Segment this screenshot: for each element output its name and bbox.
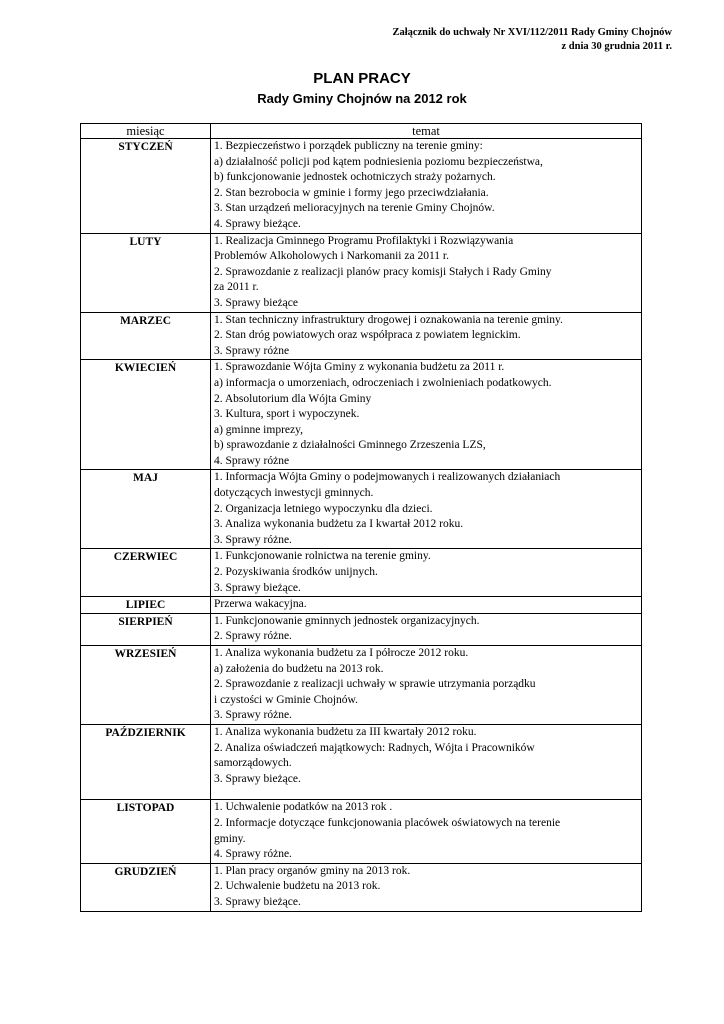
topic-line: 3. Sprawy różne. xyxy=(214,709,292,722)
topic-cell xyxy=(211,724,642,799)
month-cell: MARZEC xyxy=(81,312,211,360)
topic-cell xyxy=(211,139,642,234)
annex-line-2: z dnia 30 grudnia 2011 r. xyxy=(561,41,672,52)
annex-note xyxy=(392,26,672,54)
topic-line: 1. Plan pracy organów gminy na 2013 rok. xyxy=(214,864,411,877)
topic-line: 2. Sprawozdanie z realizacji planów pracy komisji Stałych i Rady Gminy xyxy=(214,265,552,278)
topic-line: 4. Sprawy różne xyxy=(214,454,290,467)
topic-line: 3. Sprawy bieżące. xyxy=(214,772,301,785)
topic-cell xyxy=(211,597,642,614)
topic-line: 2. Analiza oświadczeń majątkowych: Radnych, Wójta i Pracowników xyxy=(214,741,535,754)
topic-line: 1. Realizacja Gminnego Programu Profilaktyki i Rozwiązywania xyxy=(214,234,514,247)
topic-cell xyxy=(211,312,642,360)
topic-line: 1. Informacja Wójta Gminy o podejmowanych i realizowanych działaniach xyxy=(214,471,561,484)
month-cell: KWIECIEŃ xyxy=(81,360,211,470)
topic-line: dotyczących inwestycji gminnych. xyxy=(214,487,374,500)
topic-cell xyxy=(211,470,642,549)
topic-line: 4. Sprawy różne. xyxy=(214,848,292,861)
topic-line: 1. Uchwalenie podatków na 2013 rok . xyxy=(214,801,393,814)
table-row xyxy=(81,597,642,614)
topic-cell xyxy=(211,233,642,312)
topic-line: 2. Pozyskiwania środków unijnych. xyxy=(214,566,378,579)
topic-cell xyxy=(211,549,642,597)
work-plan-table xyxy=(80,123,642,912)
topic-line: 4. Sprawy bieżące. xyxy=(214,217,301,230)
topic-line: 1. Funkcjonowanie rolnictwa na terenie gminy. xyxy=(214,550,431,563)
topic-cell xyxy=(211,800,642,863)
topic-line: za 2011 r. xyxy=(214,281,259,294)
table-row xyxy=(81,613,642,645)
topic-line: 2. Sprawy różne. xyxy=(214,630,292,643)
topic-line: gminy. xyxy=(214,832,246,845)
topic-line: samorządowych. xyxy=(214,757,292,770)
topic-line: 3. Sprawy różne xyxy=(214,344,290,357)
table-header-row xyxy=(81,124,642,139)
topic-line: 2. Uchwalenie budżetu na 2013 rok. xyxy=(214,880,381,893)
topic-line: 3. Sprawy bieżące. xyxy=(214,581,301,594)
topic-line: Przerwa wakacyjna. xyxy=(214,598,307,611)
topic-line: 1. Analiza wykonania budżetu za III kwartały 2012 roku. xyxy=(214,725,477,738)
month-cell: SIERPIEŃ xyxy=(81,613,211,645)
month-cell: PAŹDZIERNIK xyxy=(81,724,211,799)
month-cell: GRUDZIEŃ xyxy=(81,863,211,911)
topic-cell xyxy=(211,863,642,911)
topic-line: a) gminne imprezy, xyxy=(214,423,303,436)
annex-line-1: Załącznik do uchwały Nr XVI/112/2011 Rady Gminy Chojnów xyxy=(392,27,672,38)
topic-cell xyxy=(211,360,642,470)
table-row xyxy=(81,800,642,863)
topic-line: Problemów Alkoholowych i Narkomanii za 2011 r. xyxy=(214,250,449,263)
topic-line: 1. Bezpieczeństwo i porządek publiczny na terenie gminy: xyxy=(214,140,483,152)
topic-line: 2. Stan bezrobocia w gminie i formy jego przeciwdziałania. xyxy=(214,186,489,199)
topic-line: 2. Organizacja letniego wypoczynku dla dzieci. xyxy=(214,502,433,515)
month-cell: STYCZEŃ xyxy=(81,139,211,234)
topic-line: b) funkcjonowanie jednostek ochotniczych straży pożarnych. xyxy=(214,171,496,184)
topic-line: a) informacja o umorzeniach, odroczeniach i zwolnieniach podatkowych. xyxy=(214,376,552,389)
topic-cell xyxy=(211,646,642,725)
table-row xyxy=(81,233,642,312)
topic-line: 3. Kultura, sport i wypoczynek. xyxy=(214,408,360,421)
month-cell: WRZESIEŃ xyxy=(81,646,211,725)
topic-line: 2. Stan dróg powiatowych oraz współpraca z powiatem legnickim. xyxy=(214,329,521,342)
table-row xyxy=(81,139,642,234)
table-row xyxy=(81,863,642,911)
topic-line: 1. Analiza wykonania budżetu za I półrocze 2012 roku. xyxy=(214,647,469,659)
month-cell: LUTY xyxy=(81,233,211,312)
table-row xyxy=(81,470,642,549)
topic-line: 3. Analiza wykonania budżetu za I kwartał 2012 roku. xyxy=(214,518,464,531)
page-title: PLAN PRACY xyxy=(313,70,411,87)
month-cell: CZERWIEC xyxy=(81,549,211,597)
topic-line: a) założenia do budżetu na 2013 rok. xyxy=(214,662,384,675)
column-header-topic: temat xyxy=(211,124,642,139)
month-cell: MAJ xyxy=(81,470,211,549)
topic-line: 3. Sprawy bieżące. xyxy=(214,895,301,908)
month-cell: LISTOPAD xyxy=(81,800,211,863)
topic-line: i czystości w Gminie Chojnów. xyxy=(214,693,358,706)
topic-line: 3. Sprawy różne. xyxy=(214,533,292,546)
topic-line: 1. Sprawozdanie Wójta Gminy z wykonania budżetu za 2011 r. xyxy=(214,361,505,374)
topic-line: b) sprawozdanie z działalności Gminnego Zrzeszenia LZS, xyxy=(214,439,486,452)
topic-line: 2. Sprawozdanie z realizacji uchwały w sprawie utrzymania porządku xyxy=(214,678,536,691)
topic-line: 1. Funkcjonowanie gminnych jednostek organizacyjnych. xyxy=(214,614,480,627)
topic-line: 2. Informacje dotyczące funkcjonowania placówek oświatowych na terenie xyxy=(214,816,561,829)
page-subtitle: Rady Gminy Chojnów na 2012 rok xyxy=(257,91,467,106)
table-row xyxy=(81,549,642,597)
month-cell: LIPIEC xyxy=(81,597,211,614)
table-row xyxy=(81,360,642,470)
table-row xyxy=(81,312,642,360)
topic-line: 3. Stan urządzeń melioracyjnych na terenie Gminy Chojnów. xyxy=(214,202,495,215)
table-row xyxy=(81,724,642,799)
topic-cell xyxy=(211,613,642,645)
column-header-month: miesiąc xyxy=(81,124,211,139)
topic-line: a) działalność policji pod kątem podniesienia poziomu bezpieczeństwa, xyxy=(214,155,543,168)
topic-line: 1. Stan techniczny infrastruktury drogowej i oznakowania na terenie gminy. xyxy=(214,313,563,326)
topic-line: 3. Sprawy bieżące xyxy=(214,296,298,309)
table-row xyxy=(81,646,642,725)
topic-line: 2. Absolutorium dla Wójta Gminy xyxy=(214,392,372,405)
